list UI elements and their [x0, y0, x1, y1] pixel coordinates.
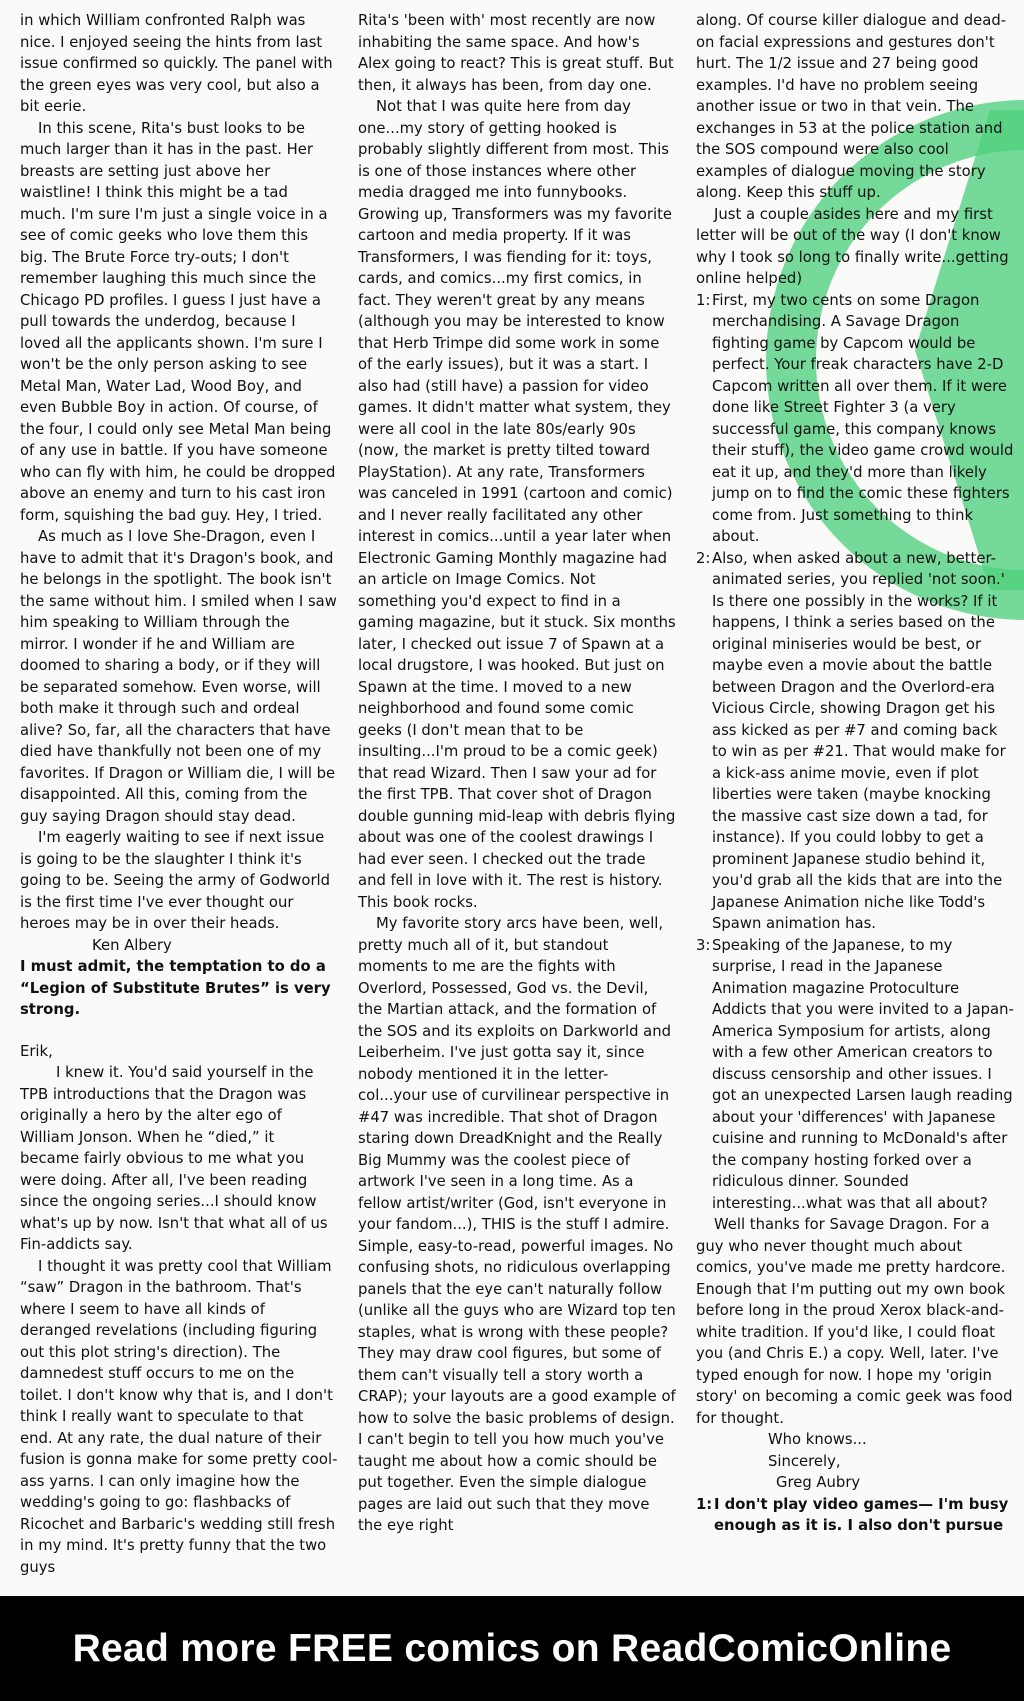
- item-text: Speaking of the Japanese, to my surprise, I read in the Japanese Animation magazine Protoculture Addicts that you were invited to a Japan- America Symposium for artists, along with a few other American creators to discuss censorship and other issues. I got an unexpected Larsen laugh reading about your 'differences' with Japanese cuisine and running to McDonald's after the company hosting forked over a ridiculous dinner. Sounded interesting...what was that all about?: [712, 936, 1014, 1212]
- letters-column-3: [696, 10, 1014, 1537]
- letters-column-1: [20, 10, 338, 1578]
- footer-promo-text: Read more FREE comics on ReadComicOnline: [72, 1626, 952, 1670]
- letter-paragraph: in which William confronted Ralph was nice. I enjoyed seeing the hints from last issue confirmed so quickly. The panel with the green eyes was very cool, but also a bit eerie.: [20, 12, 333, 115]
- letter-paragraph: Just a couple asides here and my first letter will be out of the way (I don't know why I took so long to finally write...getting online helped): [696, 205, 1009, 287]
- numbered-item: [696, 935, 1014, 1215]
- letter-paragraph: I thought it was pretty cool that William “saw” Dragon in the bathroom. That's where I seem to have all kinds of deranged revelations (including figuring out this plot string's direction). The damnedest stuff occurs to me on the toilet. I don't know why that is, and I don't think I really want to speculate to that end. At any rate, the dual nature of their fusion is gonna make for some pretty cool-ass yarns. I can only imagine how the wedding's going to go: flashbacks of Ricochet and Barbaric's wedding still fresh in my mind. It's pretty funny that the two guys: [20, 1257, 338, 1576]
- letter-paragraph: My favorite story arcs have been, well, pretty much all of it, but standout moments to me are the fights with Overlord, Possessed, God vs. the Devil, the Martian attack, and the formation of the SOS and its exploits on Darkworld and Leiberheim. I've just gotta say it, since nobody mentioned it in the letter-col...your use of curvilinear perspective in #47 was incredible. That shot of Dragon staring down DreadKnight and the Really Big Mummy was the coolest piece of artwork I've seen in a long time. As a fellow artist/writer (God, isn't everyone in your fandom...), THIS is the stuff I admire. Simple, easy-to-read, powerful images. No confusing shots, no ridiculous overlapping panels that the eye can't naturally follow (unlike all the guys who are Wizard top ten staples, what is wrong with these people? They may draw cool figures, but some of them can't visually tell a story worth a CRAP); your layouts are a good example of how to solve the basic problems of design. I can't begin to tell you how much you've taught me about how a comic should be put together. Even the simple dialogue pages are laid out such that they move the eye right: [358, 915, 676, 1534]
- numbered-item: [696, 548, 1014, 935]
- item-number: 3:: [696, 936, 711, 954]
- editor-reply: I must admit, the temptation to do a “Legion of Substitute Brutes” is very strong.: [20, 958, 331, 1018]
- reply-number: 1:: [696, 1495, 713, 1513]
- letter-paragraph: along. Of course killer dialogue and dead-on facial expressions and gestures don't hurt. The 1/2 issue and 27 being good examples. I'd have no problem seeing another issue or two in that vein. The exchanges in 53 at the police station and the SOS compound were also cool examples of dialogue moving the story along. Keep this stuff up.: [696, 12, 1007, 201]
- item-text: Also, when asked about a new, better-animated series, you replied 'not soon.' Is there one possibly in the works? If it happens, I think a series based on the original miniseries would be best, or maybe even a movie about the battle between Dragon and the Overlord-era Vicious Circle, showing Dragon get his ass kicked as per #7 and coming back to win as per #21. That would make for a kick-ass anime movie, even if plot liberties were taken (maybe knocking the massive cast size down a tad, for instance). If you could lobby to get a prominent Japanese studio behind it, you'd grab all the kids that are into the Japanese Animation niche like Todd's Spawn animation has.: [712, 549, 1006, 932]
- numbered-item: [696, 290, 1014, 548]
- editor-reply: [696, 1494, 1014, 1537]
- item-text: First, my two cents on some Dragon merchandising. A Savage Dragon fighting game by Capcom would be perfect. Your freak characters have 2-D Capcom written all over them. If it were done like Street Fighter 3 (a very successful game, this company knows their stuff), the video game crowd would eat it up, and they'd more than likely jump on to find the comic these fighters come from. Just something to think about.: [712, 291, 1014, 545]
- letter-closing: Sincerely,: [768, 1452, 841, 1470]
- letter-paragraph: I'm eagerly waiting to see if next issue is going to be the slaughter I think it's going to be. Seeing the army of Godworld is the first time I've ever thought our heroes may be in over their heads.: [20, 829, 331, 932]
- letter-paragraph: Well thanks for Savage Dragon. For a guy who never thought much about comics, you've made me pretty hardcore. Enough that I'm putting out my own book before long in the proud Xerox black-and-white tradition. If you'd like, I could float you (and Chris E.) a copy. Well, later. I've typed enough for now. I hope my 'origin story' on becoming a comic geek was food for thought.: [696, 1216, 1013, 1427]
- item-number: 2:: [696, 549, 711, 567]
- letter-signature: Greg Aubry: [776, 1474, 861, 1491]
- letter-paragraph: Rita's 'been with' most recently are now inhabiting the same space. And how's Alex going to react? This is great stuff. But then, it always has been, from day one.: [358, 12, 674, 94]
- letter-signature: Ken Albery: [92, 936, 172, 954]
- reply-text: I don't play video games— I'm busy enough as it is. I also don't pursue: [714, 1495, 1009, 1534]
- footer-banner: [0, 1596, 1024, 1701]
- letter-closing: Who knows...: [768, 1431, 867, 1448]
- letter-paragraph: As much as I love She-Dragon, even I have to admit that it's Dragon's book, and he belongs in the spotlight. The book isn't the same without him. I smiled when I saw him speaking to William through the mirror. I wonder if he and William are doomed to sharing a body, or if they will be separated somehow. Even worse, will both make it through such and ordeal alive? So, far, all the characters that have died have thankfully not been one of my favorites. If Dragon or William die, I will be disappointed. All this, coming from the guy saying Dragon should stay dead.: [20, 528, 337, 825]
- letters-column-2: [358, 10, 676, 1537]
- item-number: 1:: [696, 291, 711, 309]
- letter-salutation: Erik,: [20, 1042, 53, 1060]
- letter-paragraph: I knew it. You'd said yourself in the TPB introductions that the Dragon was originally a hero by the alter ego of William Jonson. When he “died,” it became fairly obvious to me what you were doing. After all, I've been reading since the ongoing series...I should know what's up by now. Isn't that what all of us Fin-addicts say.: [20, 1064, 328, 1253]
- letter-paragraph: Not that I was quite here from day one...my story of getting hooked is probably slightly different from most. This is one of those instances where other media dragged me into funnybooks. Growing up, Transformers was my favorite cartoon and media property. If it was Transformers, I was fiending for it: toys, cards, and comics...my first comics, in fact. They weren't great by any means (although you may be interested to know that Herb Trimpe did some work in some of the early issues), but it was a start. I also had (still have) a passion for video games. It didn't matter what system, they were all cool in the late 80s/early 90s (now, the market is pretty tilted toward PlayStation). At any rate, Transformers was canceled in 1991 (cartoon and comic) and I never really facilitated any other interest in comics...until a year later when Electronic Gaming Monthly magazine had an article on Image Comics. Not something you'd expect to find in a gaming magazine, but it stuck. Six months later, I checked out issue 7 of Spawn at a local drugstore, I was hooked. But just on Spawn at the time. I moved to a new neighborhood and found some comic geeks (I don't mean that to be insulting...I'm proud to be a comic geek) that read Wizard. Then I saw your ad for the first TPB. That cover shot of Dragon double gunning mid-leap with debris flying about was one of the coolest drawings I had ever seen. I checked out the trade and fell in love with it. The rest is history. This book rocks.: [358, 98, 676, 911]
- letter-paragraph: In this scene, Rita's bust looks to be much larger than it has in the past. Her breasts are setting just above her waistline! I think this might be a tad much. I'm sure I'm just a single voice in a see of comic geeks who love them this big. The Brute Force try-outs; I don't remember laughing this much since the Chicago PD profiles. I guess I just have a pull towards the underdog, because I loved all the applicants shown. I'm sure I won't be the only person asking to see Metal Man, Water Lad, Wood Boy, and even Bubble Boy in action. Of course, of the four, I could only see Metal Man being of any use in battle. If you have someone who can fly with him, he could be dropped above an enemy and turn to his cast iron form, squishing the bad guy. Hey, I tried.: [20, 119, 336, 524]
